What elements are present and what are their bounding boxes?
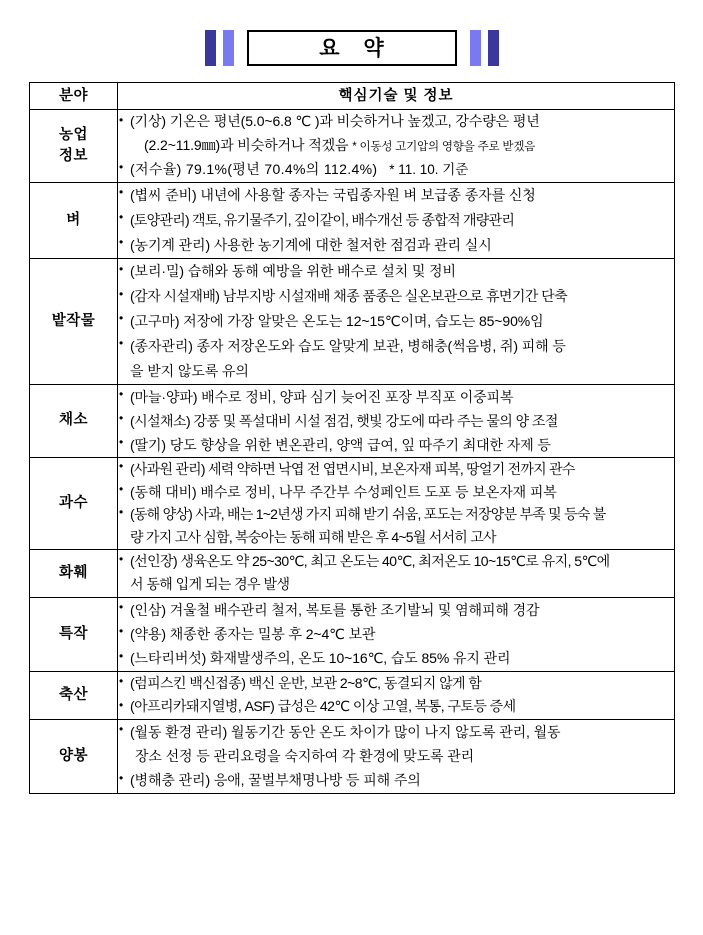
list-item [118, 284, 674, 309]
list-item [118, 158, 674, 182]
item-text: (저수율) 79.1%(평년 70.4%의 112.4%) [130, 160, 378, 177]
item-text: (토양관리) 객토, 유기물주기, 깊이같이, 배수개선 등 종합적 개량관리 [130, 211, 515, 228]
table-row [30, 110, 675, 183]
list-item [118, 110, 674, 158]
decorative-bar-dark-right [488, 30, 499, 66]
table-row [30, 384, 675, 457]
item-note: * 이동성 고기압의 영향을 주로 받겠음 [352, 140, 536, 153]
list-item [118, 550, 674, 597]
item-text: (기상) 기온은 평년(5.0~6.8 ℃ )과 비슷하거나 높겠고, 강수량은 평년 [130, 113, 540, 129]
table-header-row [30, 83, 675, 110]
item-text: (동해 대비) 배수로 정비, 나무 주간부 수성페인트 도포 등 보온자재 피복 [130, 483, 557, 500]
row-field-label [30, 719, 118, 793]
list-item [118, 458, 674, 481]
summary-table [29, 82, 675, 794]
item-text: (딸기) 당도 향상을 위한 변온관리, 양액 급여, 잎 따주기 최대한 자제 등 [130, 436, 551, 453]
row-field-label [30, 671, 118, 719]
table-row [30, 182, 675, 259]
item-text: (감자 시설재배) 남부지방 시설재배 채종 품종은 실온보관으로 휴면기간 단축 [130, 288, 568, 304]
item-text: (아프리카돼지열병, ASF) 급성은 42℃ 이상 고열, 복통, 구토등 증세 [130, 698, 516, 715]
page-title: 요 약 [319, 36, 393, 60]
row-field-label [30, 110, 118, 183]
item-text: (월동 환경 관리) 월동기간 동안 온도 차이가 많이 나지 않도록 관리, 월동 [130, 723, 561, 740]
row-field-label-line: 과수 [58, 494, 88, 511]
row-field-label-line: 밭작물 [51, 312, 96, 329]
item-text: (시설채소) 강풍 및 폭설대비 시설 점검, 햇빛 강도에 따라 주는 물의 양 조절 [130, 412, 558, 429]
item-note-inline: * 11. 10. 기준 [389, 161, 469, 177]
list-item [118, 385, 674, 409]
item-text: (선인장) 생육온도 약 25~30℃, 최고 온도는 40℃, 최저온도 10~15℃로 유지, 5℃에 [130, 552, 610, 569]
item-text: (마늘·양파) 배수로 정비, 양파 심기 늦어진 포장 부직포 이중피복 [130, 388, 514, 405]
column-header-field: 분야 [30, 83, 118, 110]
item-text: (느타리버섯) 화재발생주의, 온도 10~16℃, 습도 85% 유지 관리 [130, 650, 511, 667]
row-field-label [30, 457, 118, 549]
content-list [118, 110, 674, 182]
content-list [118, 550, 674, 597]
list-item [118, 183, 674, 208]
row-content [118, 549, 675, 597]
row-content [118, 457, 675, 549]
list-item [118, 481, 674, 504]
item-text: (럼피스킨 백신접종) 백신 운반, 보관 2~8℃, 동결되지 않게 함 [130, 674, 482, 691]
item-text-cont: 장소 선정 등 관리요령을 숙지하여 각 환경에 맞도록 관리 [135, 748, 475, 765]
row-field-label [30, 384, 118, 457]
page-title-box [247, 30, 457, 66]
list-item [118, 208, 674, 233]
row-field-label [30, 182, 118, 259]
item-text-cont: 서 동해 입게 되는 경우 발생 [130, 576, 290, 593]
page-header-banner [0, 28, 703, 68]
list-item [118, 646, 674, 670]
list-item [118, 334, 674, 384]
content-list [118, 183, 674, 259]
row-field-label-line: 양봉 [58, 747, 88, 764]
list-item [118, 433, 674, 457]
list-item [118, 598, 674, 622]
item-text: (병해충 관리) 응애, 꿀벌부채명나방 등 피해 주의 [130, 772, 421, 789]
row-field-label-line: 벼 [66, 211, 81, 228]
item-text: (고구마) 저장에 가장 알맞은 온도는 12~15℃이며, 습도는 85~90%임 [130, 312, 544, 329]
row-content [118, 597, 675, 671]
table-row [30, 549, 675, 597]
row-content [118, 671, 675, 719]
row-field-label-line: 정보 [58, 147, 88, 164]
content-list [118, 598, 674, 671]
item-text-cont: 량 가지 고사 심함, 복숭아는 동해 피해 받은 후 4~5월 서서히 고사 [130, 528, 496, 545]
list-item [118, 309, 674, 334]
row-content [118, 259, 675, 385]
row-field-label-line: 채소 [58, 412, 88, 429]
item-text: (농기계 관리) 사용한 농기계에 대한 철저한 점검과 관리 실시 [130, 236, 492, 253]
row-field-label-line: 축산 [58, 686, 88, 703]
list-item [118, 503, 674, 548]
decorative-bar-light-right [470, 30, 481, 66]
list-item [118, 259, 674, 284]
decorative-bar-dark-left [205, 30, 216, 66]
table-row [30, 259, 675, 385]
column-header-body: 핵심기술 및 정보 [118, 83, 675, 110]
item-text: (약용) 채종한 종자는 밀봉 후 2~4℃ 보관 [130, 625, 376, 642]
summary-page [0, 28, 703, 935]
row-field-label [30, 259, 118, 385]
list-item [118, 695, 674, 719]
item-text: (인삼) 겨울철 배수관리 철저, 복토를 통한 조기발뇌 및 염해피해 경감 [130, 601, 540, 618]
item-text: (볍씨 준비) 내년에 사용할 종자는 국립종자원 벼 보급종 종자를 신청 [130, 186, 536, 203]
list-item [118, 622, 674, 646]
table-row [30, 597, 675, 671]
item-text: (사과원 관리) 세력 약하면 낙엽 전 엽면시비, 보온자재 피복, 땅얼기 전까지 관수 [130, 460, 575, 477]
content-list [118, 720, 674, 793]
item-text-cont: 을 받지 않도록 유의 [130, 362, 249, 379]
item-text-cont: (2.2~11.9㎜)과 비슷하거나 적겠음 [144, 136, 349, 153]
row-field-label-line: 특작 [58, 625, 88, 642]
item-text: (종자관리) 종자 저장온도와 습도 알맞게 보관, 병해충(썩음병, 쥐) 피해 등 [130, 337, 566, 354]
list-item [118, 409, 674, 433]
row-field-label-line: 화훼 [58, 564, 88, 581]
list-item [118, 720, 674, 769]
content-list [118, 259, 674, 384]
content-list [118, 672, 674, 719]
row-field-label [30, 597, 118, 671]
table-row [30, 719, 675, 793]
row-content [118, 384, 675, 457]
row-content [118, 110, 675, 183]
item-text: (동해 양상) 사과, 배는 1~2년생 가지 피해 받기 쉬움, 포도는 저장양분 부족 및 등숙 불 [130, 506, 606, 523]
row-field-label-line: 농업 [58, 126, 88, 143]
item-text: (보리·밀) 습해와 동해 예방을 위한 배수로 설치 및 정비 [130, 263, 456, 280]
list-item [118, 672, 674, 696]
row-content [118, 182, 675, 259]
content-list [118, 385, 674, 457]
row-content [118, 719, 675, 793]
list-item [118, 233, 674, 258]
decorative-bar-light-left [223, 30, 234, 66]
table-row [30, 457, 675, 549]
summary-table-wrap [29, 82, 674, 794]
list-item [118, 768, 674, 792]
row-field-label [30, 549, 118, 597]
table-row [30, 671, 675, 719]
content-list [118, 458, 674, 549]
